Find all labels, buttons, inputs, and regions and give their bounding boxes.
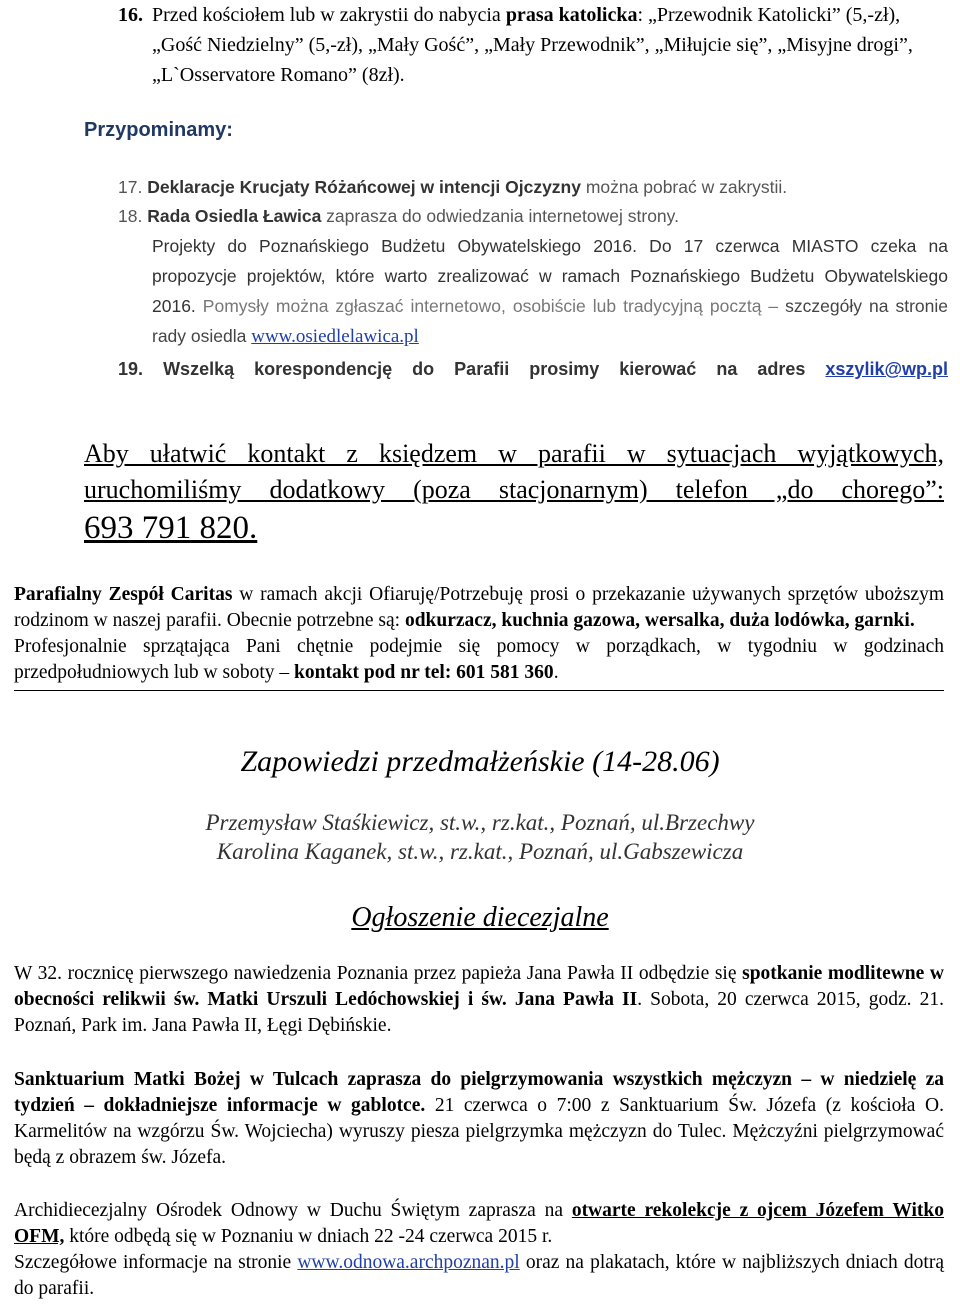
item-number: 17. [118,177,143,197]
item-bold: Rada Osiedla Ławica [147,206,322,226]
renewal-text-d: oraz na plakatach, które w najbliższych dniach dotrą do parafii. [14,1252,944,1299]
renewal-text-a: Archidiecezjalny Ośrodek Odnowy w Duchu Świętym zaprasza na [14,1200,572,1221]
contact-phone: 693 791 820. [84,510,258,546]
renewal-text-b: które odbędą się w Poznaniu w dniach 22 -24 czerwca 2015 r. [64,1226,553,1247]
diocese-text [14,961,944,1039]
item-bold: Deklaracje Krucjaty Różańcowej w intencji Ojczyzny [147,177,581,197]
odnowa-link[interactable]: www.odnowa.archpoznan.pl [297,1252,520,1273]
item-number: 16. [118,4,143,26]
tulce-bold: Sanktuarium Matki Bożej w Tulcach zaprasza do pielgrzymowania wszystkich mężczyzn – w niedzielę za tydzień – dokładniejsze informacje w gablotce. [14,1069,944,1116]
announcement-17 [118,174,787,200]
diocese-text-a: W 32. rocznicę pierwszego nawiedzenia Poznania przez papieża Jana Pawła II odbędzie się [14,963,743,984]
caritas-title: Parafialny Zespół Caritas [14,584,233,605]
contact-text: Aby ułatwić kontakt z księdzem w parafii w sytuacjach wyjątkowych, uruchomiliśmy dodatkowy (poza stacjonarnym) telefon „do chorego”: [84,439,944,504]
renewal-text-c: Szczegółowe informacje na stronie [14,1252,298,1273]
diocese-text-b: . Sobota, 20 czerwca 2015, godz. 21. Poznań, Park im. Jana Pawła II, Łęgi Dębińskie. [14,989,944,1036]
caritas-needed: odkurzacz, kuchnia gazowa, wersalka, duża lodówka, garnki. [404,610,915,631]
item-bold: prasa katolicka [505,4,638,26]
cleaning-end: . [553,662,559,683]
caritas-text: w ramach akcji Ofiaruję/Potrzebuję prosi o przekazanie używanych sprzętów uboższym rodzinom w naszej parafii. Obecnie potrzebne są: [14,584,944,631]
cleaning-text: Profesjonalnie sprzątająca Pani chętnie podejmie się pomocy w porządkach, w tygodniu w godzinach przedpołudniowych lub w soboty – [14,636,944,683]
item-text-cont: : „Przewodnik Katolicki” (5,-zł), „Gość Niedzielny” (5,-zł), „Mały Gość”, „Mały Przewodnik”, „Miłujcie się”, „Misyjne drogi”, „L`Osservatore Romano” (8zł). [152,4,913,86]
budget-submit-text: Pomysły można zgłaszać internetowo, osobiście lub tradycyjną pocztą – [195,296,786,316]
renewal-bold: otwarte rekolekcje z ojcem Józefem Witko OFM, [14,1200,944,1247]
item-text: Przed kościołem lub w zakrystii do nabycia [152,4,506,26]
renewal-text [14,1198,944,1302]
banns-title: Zapowiedzi przedmałżeńskie (14-28.06) [240,745,720,778]
tulce-text [14,1067,944,1171]
banns-line-1: Przemysław Staśkiewicz, st.w., rz.kat., Poznań, ul.Brzechwy [205,810,755,835]
diocese-bold: spotkanie modlitewne w obecności relikwii św. Matki Urszuli Ledóchowskiej i św. Jana Pawła II [14,963,944,1010]
banns-line-2: Karolina Kaganek, st.w., rz.kat., Poznań, ul.Gabszewicza [216,839,744,864]
cleaning-contact: kontakt pod nr tel: 601 581 360 [294,662,554,683]
email-link[interactable]: xszylik@wp.pl [825,359,948,379]
budget-text: Projekty do Poznańskiego Budżetu Obywatelskiego 2016. Do 17 czerwca MIASTO czeka na propozycje projektów, które warto zrealizować w ramach Poznańskiego Budżetu Obywatelskiego 2016. [152,236,948,316]
osiedle-link[interactable]: www.osiedlelawica.pl [251,326,419,347]
announcement-18 [118,201,948,352]
details-text: szczegóły na stronie rady osiedla [152,296,948,346]
announcement-16 [118,0,948,90]
reminder-heading: Przypominamy: [84,119,233,141]
item-text: Wszelką korespondencję do Parafii prosimy kierować na adres [163,359,826,379]
emergency-contact [84,436,944,508]
item-text: zaprasza do odwiedzania internetowej strony. [321,206,679,226]
item-text: można pobrać w zakrystii. [580,177,788,197]
caritas-box [14,582,944,691]
tulce-details: 21 czerwca o 7:00 z Sanktuarium Św. Józefa (z kościoła O. Karmelitów na wzgórzu Św. Wojciecha) wyruszy piesza pielgrzymka mężczyzn do Tulec. Mężczyźni pielgrzymować będą z obrazem św. Józefa. [14,1095,944,1168]
item-number: 18. [118,206,143,226]
item-number: 19. [118,359,144,379]
diocese-title: Ogłoszenie diecezjalne [351,902,609,933]
announcement-19 [118,356,948,382]
